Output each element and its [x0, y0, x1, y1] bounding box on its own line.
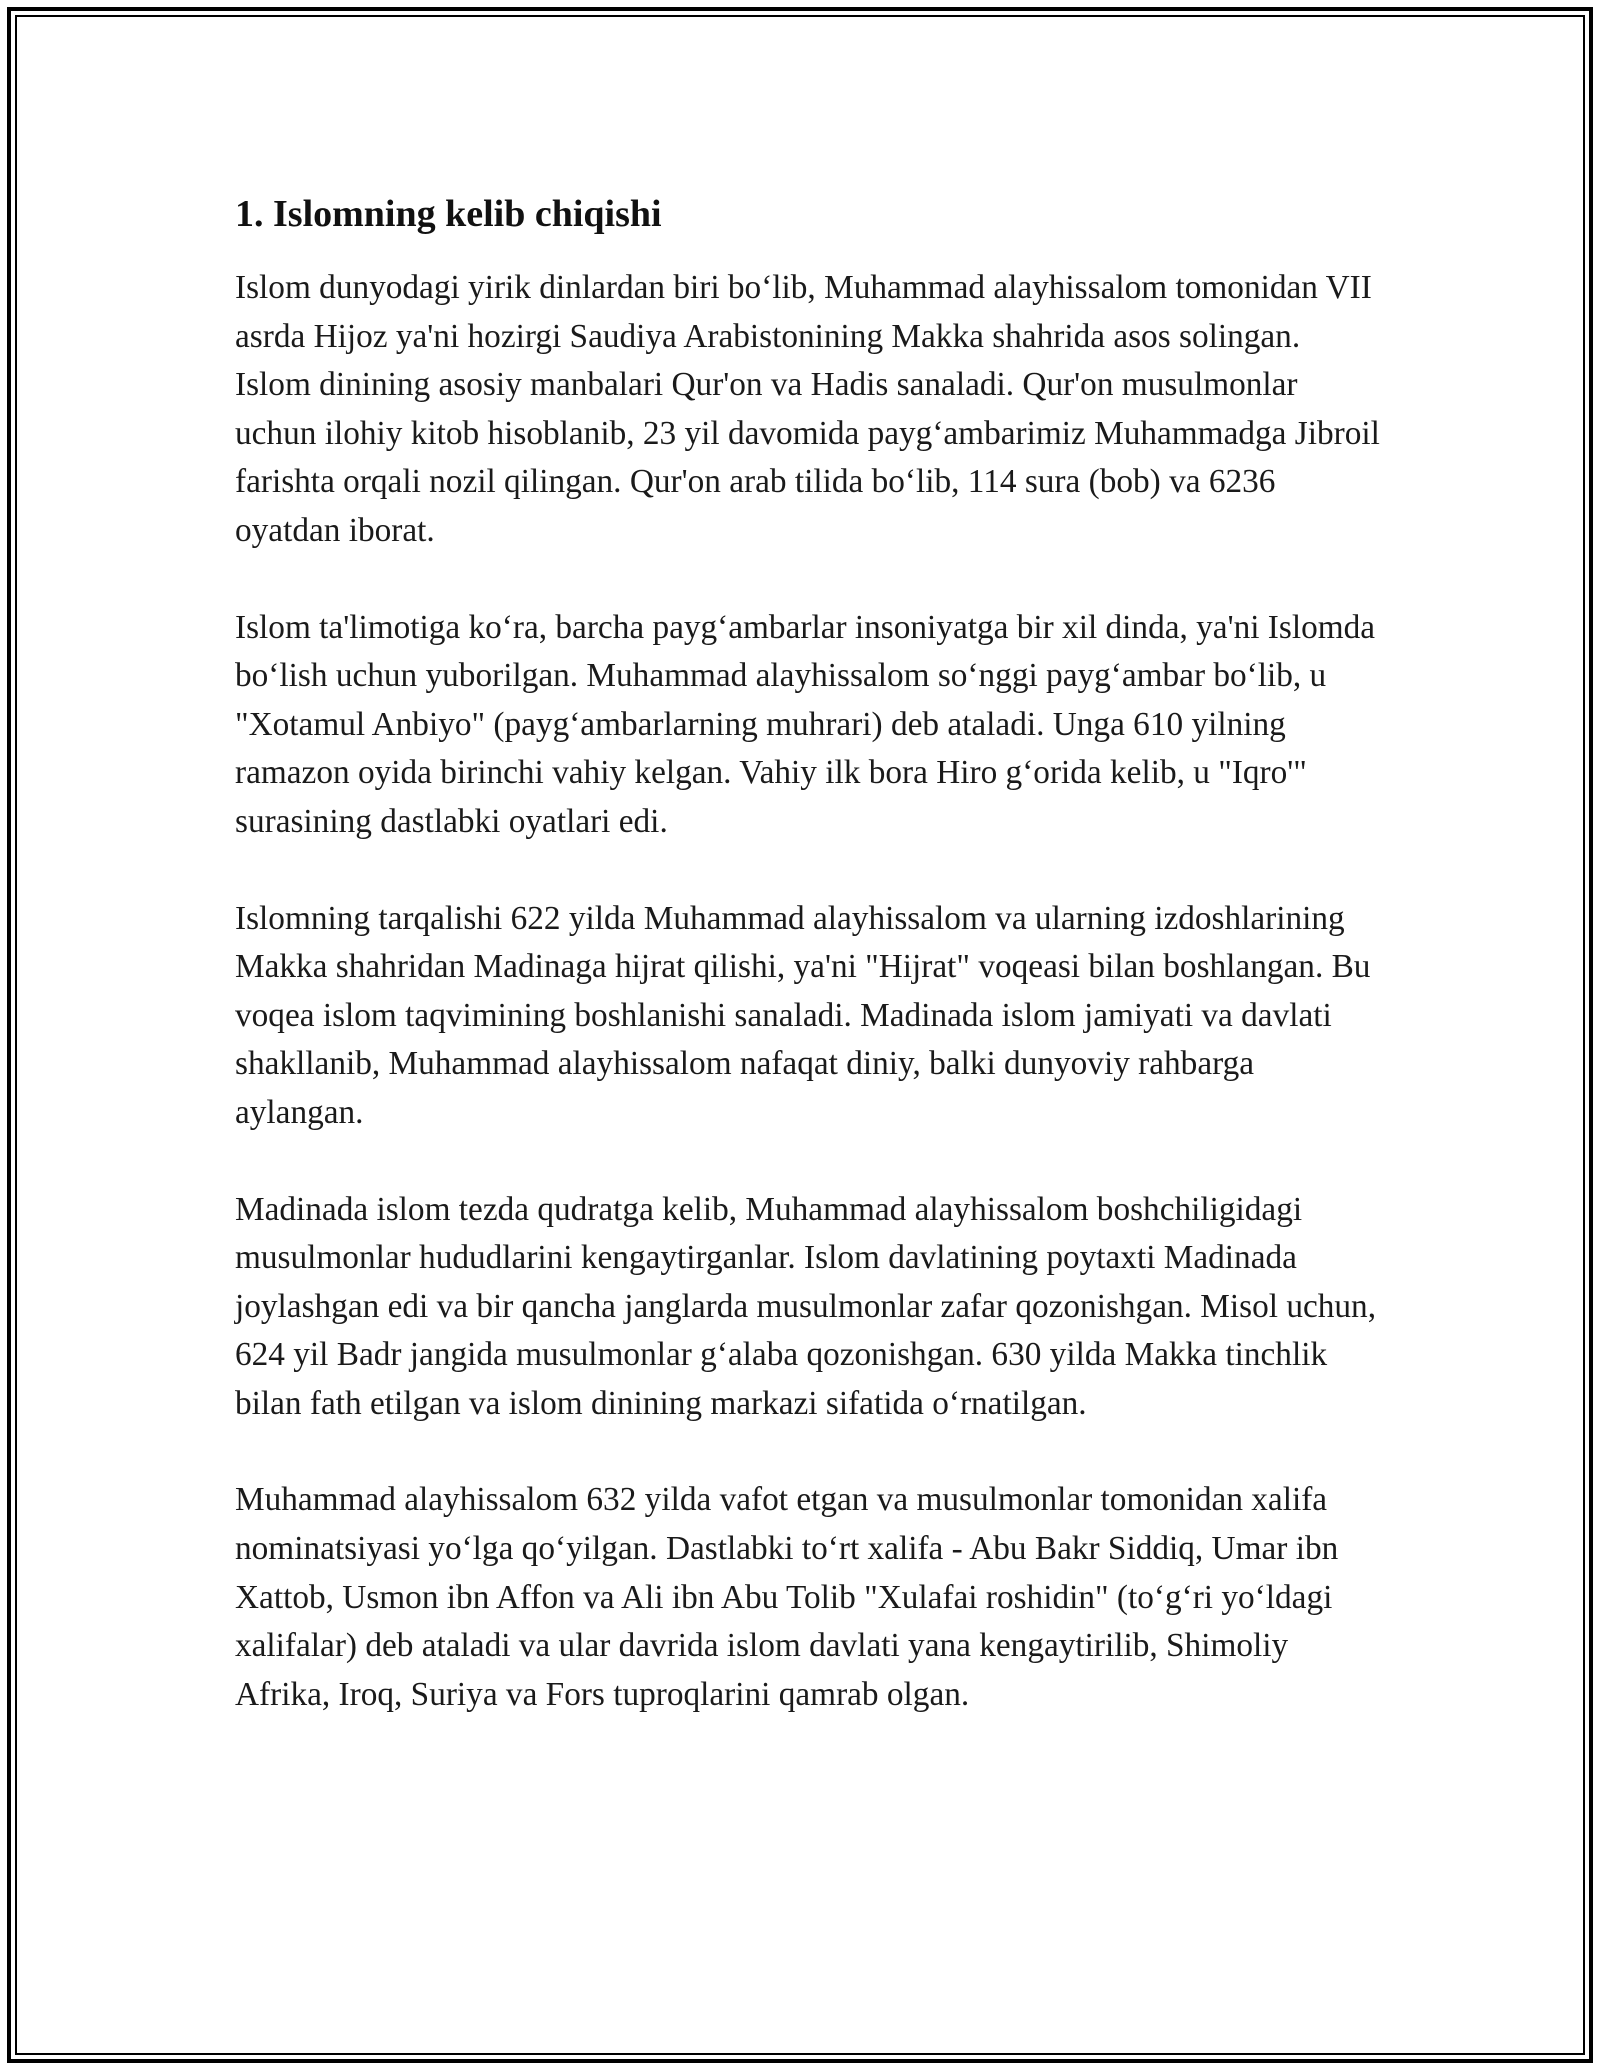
paragraph-3: Islomning tarqalishi 622 yilda Muhammad alayhissalom va ularning izdoshlarining Makka shahridan Madinaga hijrat qilishi, ya'ni "Hijrat" voqeasi bilan boshlangan. Bu voqea islom taqvimining boshlanishi sanaladi. Madinada islom jamiyati va davlati shakllanib, Muhammad alayhissalom nafaqat diniy, balki dunyoviy rahbarga aylangan.	[235, 899, 1371, 1131]
paragraph-5: Muhammad alayhissalom 632 yilda vafot etgan va musulmonlar tomonidan xalifa nominatsiyasi yo‘lga qo‘yilgan. Dastlabki to‘rt xalifa - Abu Bakr Siddiq, Umar ibn Xattob, Usmon ibn Affon va Ali ibn Abu Tolib "Xulafai roshidin" (to‘g‘ri yo‘ldagi xalifalar) deb ataladi va ular davrida islom davlati yana kengaytirilib, Shimoliy Afrika, Iroq, Suriya va Fors tuproqlarini qamrab olgan.	[235, 1481, 1339, 1713]
section-heading: 1. Islomning kelib chiqishi	[235, 193, 662, 235]
document-body	[235, 186, 1380, 1767]
paragraph-4: Madinada islom tezda qudratga kelib, Muhammad alayhissalom boshchiligidagi musulmonlar hududlarini kengaytirganlar. Islom davlatining poytaxti Madinada joylashgan edi va bir qancha janglarda musulmonlar zafar qozonishgan. Misol uchun, 624 yil Badr jangida musulmonlar g‘alaba qozonishgan. 630 yilda Makka tinchlik bilan fath etilgan va islom dinining markazi sifatida o‘rnatilgan.	[235, 1190, 1377, 1422]
paragraph-1: Islom dunyodagi yirik dinlardan biri bo‘lib, Muhammad alayhissalom tomonidan VII asrda Hijoz ya'ni hozirgi Saudiya Arabistonining Makka shahrida asos solingan. Islom dinining asosiy manbalari Qur'on va Hadis sanaladi. Qur'on musulmonlar uchun ilohiy kitob hisoblanib, 23 yil davomida payg‘ambarimiz Muhammadga Jibroil farishta orqali nozil qilingan. Qur'on arab tilida bo‘lib, 114 sura (bob) va 6236 oyatdan iborat.	[235, 269, 1380, 549]
paragraph-2: Islom ta'limotiga ko‘ra, barcha payg‘ambarlar insoniyatga bir xil dinda, ya'ni Islomda bo‘lish uchun yuborilgan. Muhammad alayhissalom so‘nggi payg‘ambar bo‘lib, u "Xotamul Anbiyo" (payg‘ambarlarning muhrari) deb ataladi. Unga 610 yilning ramazon oyida birinchi vahiy kelgan. Vahiy ilk bora Hiro g‘orida kelib, u "Iqro'" surasining dastlabki oyatlari edi.	[235, 608, 1376, 840]
